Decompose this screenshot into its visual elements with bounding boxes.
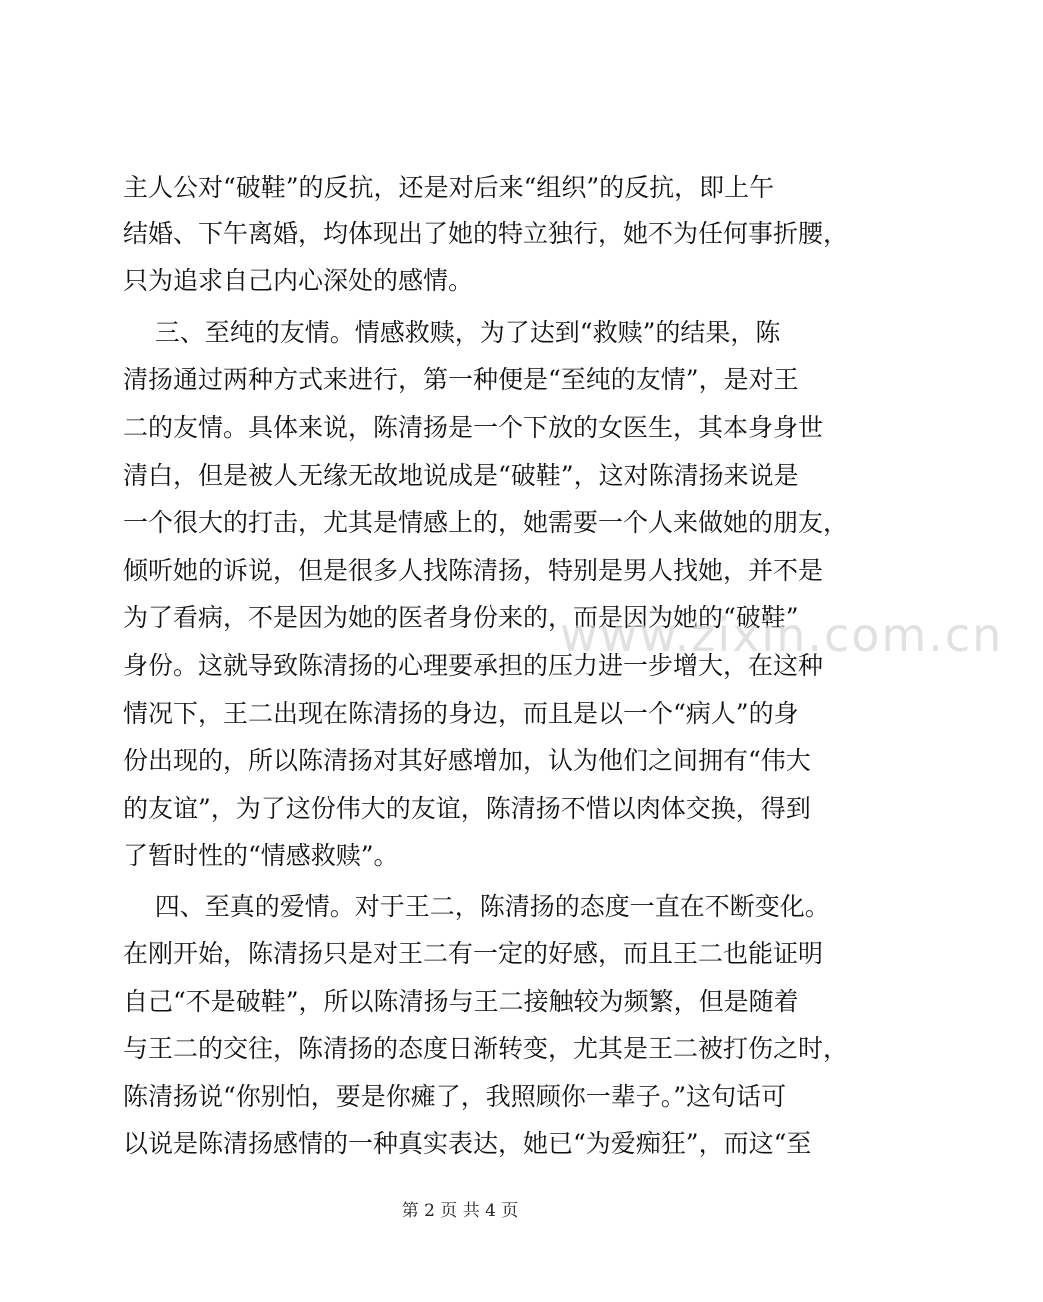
text-line: 只为追求自己内心深处的感情。: [123, 266, 474, 295]
text-line: 了暂时性的“情感救赎”。: [123, 841, 399, 870]
text-line: 清白，但是被人无缘无故地说成是“破鞋”，这对陈清扬来说是: [123, 461, 799, 490]
text-line: 身份。这就导致陈清扬的心理要承担的压力进一步增大，在这种: [123, 651, 824, 680]
text-line: 份出现的，所以陈清扬对其好感增加，认为他们之间拥有“伟大: [123, 746, 811, 775]
text-line: 在刚开始，陈清扬只是对王二有一定的好感，而且王二也能证明: [123, 939, 824, 968]
text-line: 的友谊”，为了这份伟大的友谊，陈清扬不惜以肉体交换，得到: [123, 794, 811, 823]
text-line: 清扬通过两种方式来进行，第一种便是“至纯的友情”，是对王: [123, 365, 799, 394]
text-line: 四、至真的爱情。对于王二，陈清扬的态度一直在不断变化。: [123, 892, 830, 921]
text-line: 陈清扬说“你别怕，要是你瘫了，我照顾你一辈子。”这句话可: [123, 1082, 787, 1111]
text-line: 倾听她的诉说，但是很多人找陈清扬，特别是男人找她，并不是: [123, 556, 824, 585]
watermark: www.zixin.com.cn: [560, 608, 1004, 662]
text-line: 结婚、下午离婚，均体现出了她的特立独行，她不为任何事折腰，: [123, 219, 849, 248]
text-line: 主人公对“破鞋”的反抗，还是对后来“组织”的反抗，即上午: [123, 173, 775, 202]
text-line: 情况下，王二出现在陈清扬的身边，而且是以一个“病人”的身: [123, 699, 799, 728]
text-line: 二的友情。具体来说，陈清扬是一个下放的女医生，其本身身世: [123, 413, 824, 442]
text-line: 为了看病，不是因为她的医者身份来的，而是因为她的“破鞋”: [123, 603, 799, 632]
text-line: 以说是陈清扬感情的一种真实表达，她已“为爱痴狂”，而这“至: [123, 1129, 812, 1158]
text-line: 一个很大的打击，尤其是情感上的，她需要一个人来做她的朋友，: [123, 508, 849, 537]
text-line: 三、至纯的友情。情感救赎，为了达到“救赎”的结果，陈: [123, 318, 781, 347]
text-line: 与王二的交往，陈清扬的态度日渐转变，尤其是王二被打伤之时，: [123, 1034, 849, 1063]
text-line: 自己“不是破鞋”，所以陈清扬与王二接触较为频繁，但是随着: [123, 987, 799, 1016]
page-footer: 第 2 页 共 4 页: [401, 1201, 519, 1221]
